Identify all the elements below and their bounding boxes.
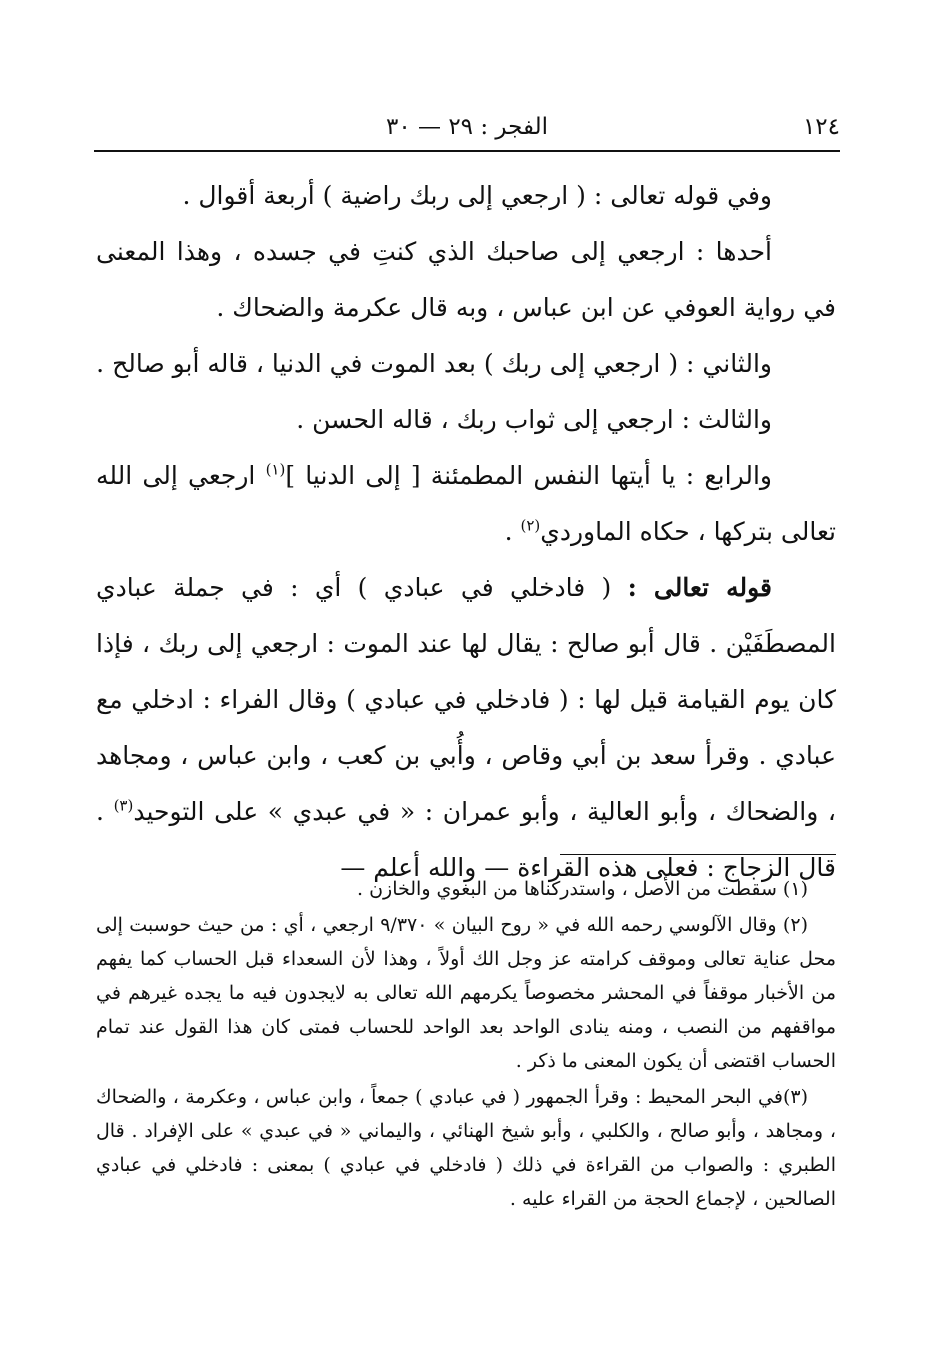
paragraph bbox=[96, 448, 836, 560]
paragraph: أحدها : ارجعي إلى صاحبك الذي كنتِ في جسده ، وهذا المعنى في رواية العوفي عن ابن عباس ، وبه قال عكرمة والضحاك . bbox=[96, 237, 836, 322]
paragraph-text: . قال الزجاج : فعلى هذه القراءة — والله أعلم — bbox=[96, 797, 836, 882]
footnote: (٢) وقال الآلوسي رحمه الله في « روح البيان » ٩/٣٧٠ ارجعي ، أي : من حيث حوسبت إلى محل عناية تعالى وموقف كرامته عز وجل الك أولاً ، وهذا لأن السعداء قبل الحساب كما يفهم من الأخبار موقفاً في المحشر مخصوصاً يكرمهم الله تعالى به لايجدون فيه ما يجده غيرهم في مواقفهم من النصب ، ومنه ينادى الواحد بعد الواحد للحساب فمتى كان هذا القول عند تمام الحساب اقتضى أن يكون المعنى ما ذكر . bbox=[96, 914, 837, 1072]
paragraph: والثاني : ( ارجعي إلى ربك ) بعد الموت في الدنيا ، قاله أبو صالح . bbox=[96, 349, 772, 378]
footnotes bbox=[96, 872, 836, 1218]
page-number: ١٢٤ bbox=[802, 114, 840, 140]
running-title: الفجر : ٢٩ — ٣٠ bbox=[385, 114, 548, 140]
verse-lead: قوله تعالى : bbox=[627, 573, 772, 602]
footnote-separator bbox=[560, 854, 836, 855]
paragraph: وفي قوله تعالى : ( ارجعي إلى ربك راضية ) أربعة أقوال . bbox=[182, 181, 772, 210]
footnote-marker: (٢) bbox=[520, 516, 541, 535]
main-text bbox=[96, 168, 836, 896]
header-rule bbox=[94, 150, 840, 152]
paragraph-text: ( فادخلي في عبادي ) أي : في جملة عبادي المصطَفَيْن . قال أبو صالح : يقال لها عند الموت : ارجعي إلى ربك ، فإذا كان يوم القيامة قيل لها : ( فادخلي في عبادي ) وقال الفراء : ادخلي مع عبادي . وقرأ سعد بن أبي وقاص ، وأُبي بن كعب ، وابن عباس ، ومجاهد ، والضحاك ، وأبو العالية ، وأبو عمران : « في عبدي » على التوحيد bbox=[96, 573, 836, 826]
paragraph-text: والرابع : يا أيتها النفس المطمئنة [ إلى الدنيا ] bbox=[285, 461, 772, 490]
footnote-marker: (١) bbox=[265, 460, 286, 479]
footnote: (٣)في البحر المحيط : وقرأ الجمهور ( في عبادي ) جمعاً ، وابن عباس ، وعكرمة ، والضحاك ، ومجاهد ، وأبو صالح ، والكلبي ، وأبو شيخ الهنائي ، واليماني « في عبدي » على الإفراد . قال الطبري : والصواب من القراءة في ذلك ( فادخلي في عبادي ) بمعنى : فادخلي في عبادي الصالحين ، لإجماع الحجة من القراء عليه . bbox=[96, 1086, 836, 1210]
footnote: (١) سقطت من الأصل ، واستدركناها من البغوي والخازن . bbox=[357, 878, 808, 900]
footnote-marker: (٣) bbox=[113, 796, 134, 815]
paragraph bbox=[96, 560, 836, 896]
paragraph-text: . bbox=[504, 517, 521, 546]
page-header bbox=[94, 106, 840, 146]
paragraph: والثالث : ارجعي إلى ثواب ربك ، قاله الحسن . bbox=[296, 405, 772, 434]
paragraph-text: ارجعي إلى الله تعالى بتركها ، حكاه الماوردي bbox=[96, 461, 836, 546]
